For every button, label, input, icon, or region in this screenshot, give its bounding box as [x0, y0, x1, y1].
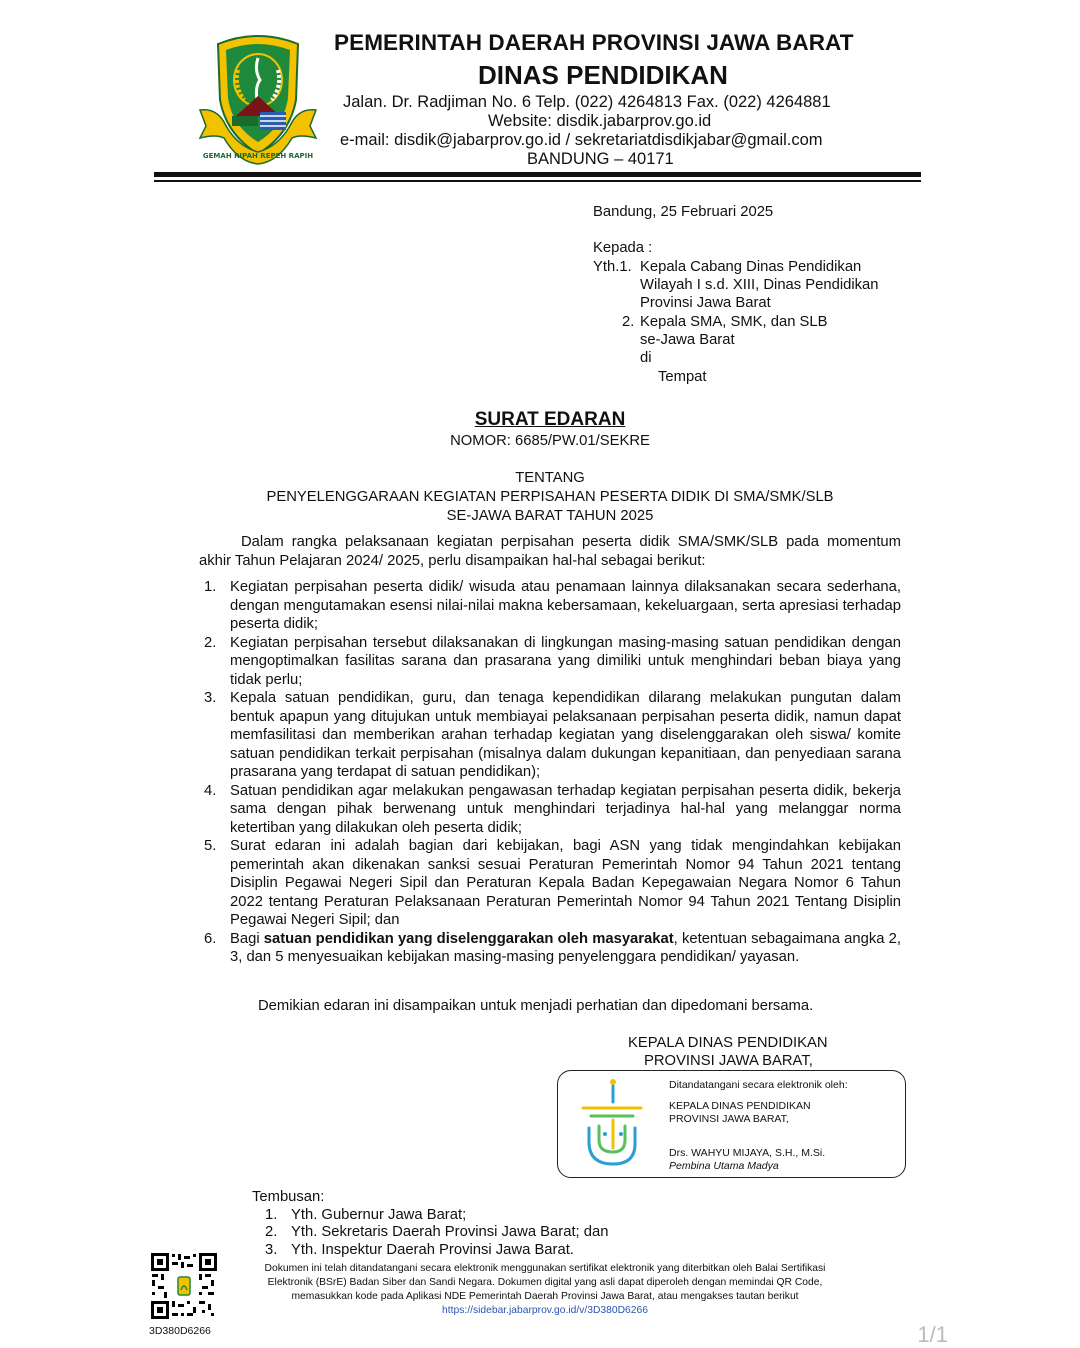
subject-label: TENTANG [515, 470, 585, 486]
list-item-number: 3. [204, 690, 217, 706]
list-item-text-pre: Bagi [230, 930, 264, 947]
recipient-1-line3: Provinsi Jawa Barat [640, 295, 771, 311]
list-item [199, 578, 901, 634]
list-item-number: 6. [204, 930, 217, 947]
copies-label: Tembusan: [252, 1189, 325, 1205]
agency-address: Jalan. Dr. Radjiman No. 6 Telp. (022) 4264813 Fax. (022) 4264881 [343, 93, 831, 111]
notice-line2: Elektronik (BSrE) Badan Siber dan Sandi Negara. Dokumen digital yang asli dapat diperoleh dengan memindai QR Code, [267, 1277, 823, 1288]
recipient-1-line1: Kepala Cabang Dinas Pendidikan [640, 259, 862, 275]
list-item-text: Kegiatan perpisahan peserta didik/ wisuda atau penamaan lainnya dilaksanakan secara sederhana, dengan mengutamakan esensi nilai-nilai makna kebersamaan, kekeluargaan, serta apresiasi terhadap peserta didik; [230, 579, 901, 632]
list-item-text: Satuan pendidikan agar melakukan pengawasan terhadap kegiatan perpisahan peserta didik, bekerja sama dengan pihak berwenang untuk menghindari terjadinya hal-hal yang melanggar norma ketertiban yang dilakukan oleh peserta didik; [230, 782, 901, 836]
provisions-list [199, 578, 901, 967]
copy-number-1: 1. [265, 1207, 278, 1223]
recipient-place: Tempat [658, 369, 707, 385]
copy-recipient-3: Yth. Inspektur Daerah Provinsi Jawa Barat. [291, 1242, 574, 1258]
list-item-number: 1. [204, 579, 217, 595]
verification-link[interactable]: https://sidebar.jabarprov.go.id/v/3D380D6266 [442, 1305, 648, 1316]
list-item [199, 782, 901, 838]
esign-rank: Pembina Utama Madya [669, 1160, 779, 1172]
recipient-2-line1: Kepala SMA, SMK, dan SLB [640, 314, 828, 330]
list-item [199, 837, 901, 930]
copy-number-2: 2. [265, 1224, 278, 1240]
list-item-number: 4. [204, 782, 217, 799]
electronic-signature-notice [150, 1262, 940, 1318]
list-item-number: 5. [204, 838, 217, 854]
government-name: PEMERINTAH DAERAH PROVINSI JAWA BARAT [334, 30, 854, 55]
agency-website: Website: disdik.jabarprov.go.id [488, 112, 712, 130]
header-rule-thick [154, 172, 921, 177]
closing-sentence: Demikian edaran ini disampaikan untuk menjadi perhatian dan dipedomani bersama. [258, 998, 814, 1014]
esign-name: Drs. WAHYU MIJAYA, S.H., M.Si. [669, 1147, 826, 1159]
list-item-text-post: , ketentuan sebagaimana angka 2, 3, dan 5 menyesuaikan kebijakan masing-masing penyelenggara pendidikan/ yayasan. [230, 930, 901, 965]
esign-position-line2: PROVINSI JAWA BARAT, [669, 1113, 789, 1125]
signer-title-line2: PROVINSI JAWA BARAT, [644, 1053, 813, 1069]
province-logo [196, 30, 320, 166]
recipient-1-line2: Wilayah I s.d. XIII, Dinas Pendidikan [640, 277, 879, 293]
recipient-2-prefix: 2. [622, 314, 635, 330]
recipient-label: Kepada : [593, 240, 653, 256]
recipient-1-prefix: Yth.1. [593, 259, 632, 275]
agency-name: DINAS PENDIDIKAN [478, 60, 728, 90]
page-indicator: 1/1 [917, 1322, 948, 1347]
list-item-number: 2. [204, 634, 217, 651]
copy-recipient-1: Yth. Gubernur Jawa Barat; [291, 1207, 467, 1223]
letter-number: NOMOR: 6685/PW.01/SEKRE [450, 433, 650, 449]
copy-recipient-2: Yth. Sekretaris Daerah Provinsi Jawa Barat; dan [291, 1224, 609, 1240]
agency-email: e-mail: disdik@jabarprov.go.id / sekretariatdisdikjabar@gmail.com [340, 131, 823, 149]
list-item [199, 634, 901, 690]
subject-line2: SE-JAWA BARAT TAHUN 2025 [446, 508, 654, 524]
agency-city: BANDUNG – 40171 [527, 150, 674, 168]
letter-title [0, 409, 1080, 431]
list-item-text: Kegiatan perpisahan tersebut dilaksanakan di lingkungan masing-masing satuan pendidikan dengan mengoptimalkan fasilitas sarana dan prasarana yang dimiliki untuk menghindari beban biaya yang tidak perlu; [230, 634, 901, 688]
bsre-logo-icon [577, 1076, 647, 1172]
list-item-text: Surat edaran ini adalah bagian dari kebijakan, bagi ASN yang tidak mengindahkan kebijakan pemerintah akan dikenakan sanksi sesuai Peraturan Pemerintah Nomor 94 Tahun 2021 tentang Disiplin Pegawai Negeri Sipil dan Peraturan Kepala Badan Kepegawaian Negara Nomor 6 Tahun 2022 tentang Peraturan Pelaksanaan Peraturan Pemerintah Nomor 94 Tahun 2021 Tentang Disiplin Pegawai Negeri Sipil; dan [230, 838, 901, 928]
letter-date: Bandung, 25 Februari 2025 [593, 204, 774, 220]
intro-paragraph: Dalam rangka pelaksanaan kegiatan perpisahan peserta didik SMA/SMK/SLB pada momentum akhir Tahun Pelajaran 2024/ 2025, perlu disampaikan hal-hal sebagai berikut: [199, 534, 901, 569]
notice-line3: memasukkan kode pada Aplikasi NDE Pemerintah Daerah Provinsi Jawa Barat, atau mengakses tautan berikut [291, 1291, 799, 1302]
logo-motto: GEMAH RIPAH REPEH RAPIH [202, 152, 314, 160]
list-item-text-bold: satuan pendidikan yang diselenggarakan oleh masyarakat [263, 930, 674, 947]
recipient-2-line2: se-Jawa Barat [640, 332, 735, 348]
signer-title-line1: KEPALA DINAS PENDIDIKAN [628, 1035, 828, 1051]
list-item [199, 930, 901, 967]
header-rule-thin [154, 180, 921, 182]
list-item-text: Kepala satuan pendidikan, guru, dan tenaga kependidikan dilarang melakukan pungutan dalam bentuk apapun yang ditujukan untuk membiayai pelaksanaan perpisahan peserta didik, namun dapat memfasilitasi dan memberikan arahan terhadap kegiatan yang diselenggarakan oleh siswa/ komite satuan pendidikan terkait perpisahan (misalnya dalam dukungan kepanitiaan, dan penyediaan sarana prasarana yang terdapat di satuan pendidikan); [230, 690, 901, 780]
qr-code-id: 3D380D6266 [149, 1325, 211, 1337]
esign-position-line1: KEPALA DINAS PENDIDIKAN [669, 1100, 811, 1112]
notice-line1: Dokumen ini telah ditandatangani secara elektronik menggunakan sertifikat elektronik yang diterbitkan oleh Balai Sertifikasi [264, 1263, 826, 1274]
recipient-di: di [640, 350, 652, 366]
list-item [199, 689, 901, 782]
esign-label: Ditandatangani secara elektronik oleh: [669, 1079, 848, 1091]
letter-title-text: SURAT EDARAN [474, 409, 626, 430]
copy-number-3: 3. [265, 1242, 278, 1258]
subject-line1: PENYELENGGARAAN KEGIATAN PERPISAHAN PESERTA DIDIK DI SMA/SMK/SLB [266, 489, 834, 505]
